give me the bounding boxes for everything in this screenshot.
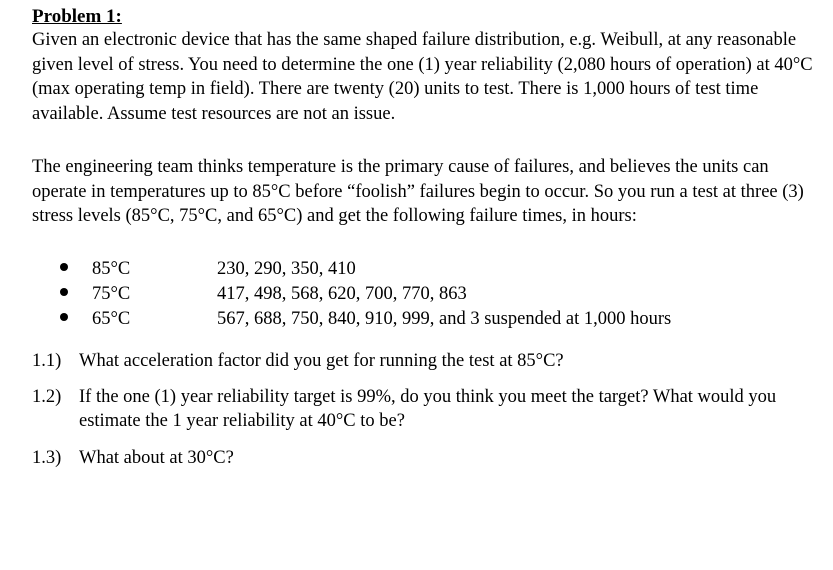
stress-level-label: 65°C: [92, 308, 131, 329]
failure-times-list: [32, 257, 822, 332]
stress-level-label: 85°C: [92, 258, 131, 279]
intro-paragraph: Given an electronic device that has the same shaped failure distribution, e.g. Weibull, at any reasonable given level of stress. You need to determine the one (1) year reliability (2,080 hours of operation) at 40°C (max operating temp in field). There are twenty (20) units to test. There is 1,000 hours of test time available. Assume test resources are not an issue.: [32, 30, 813, 124]
bullet-icon: [60, 288, 68, 296]
question-number: 1.2): [32, 386, 62, 407]
question-1-2: [32, 385, 822, 433]
question-text: If the one (1) year reliability target is 99%, do you think you meet the target? What would you estimate the 1 year reliability at 40°C to be?: [79, 386, 777, 431]
bullet-icon: [60, 263, 68, 271]
question-1-1: [32, 349, 822, 373]
list-item: [32, 257, 822, 282]
problem-document: [32, 6, 822, 470]
failure-times-value: 567, 688, 750, 840, 910, 999, and 3 suspended at 1,000 hours: [217, 308, 672, 329]
question-number: 1.1): [32, 350, 62, 371]
bullet-icon: [60, 313, 68, 321]
list-item: [32, 282, 822, 307]
failure-times-value: 230, 290, 350, 410: [217, 258, 356, 279]
question-text: What about at 30°C?: [79, 447, 234, 468]
failure-times-value: 417, 498, 568, 620, 700, 770, 863: [217, 283, 467, 304]
stress-level-label: 75°C: [92, 283, 131, 304]
question-1-3: [32, 446, 822, 470]
question-number: 1.3): [32, 447, 62, 468]
list-item: [32, 307, 822, 332]
question-text: What acceleration factor did you get for running the test at 85°C?: [79, 350, 564, 371]
context-paragraph: The engineering team thinks temperature is the primary cause of failures, and believes the units can operate in temperatures up to 85°C before “foolish” failures begin to occur. So you run a test at three (3) stress levels (85°C, 75°C, and 65°C) and get the following failure times, in hours:: [32, 157, 804, 226]
problem-title: Problem 1:: [32, 6, 122, 27]
